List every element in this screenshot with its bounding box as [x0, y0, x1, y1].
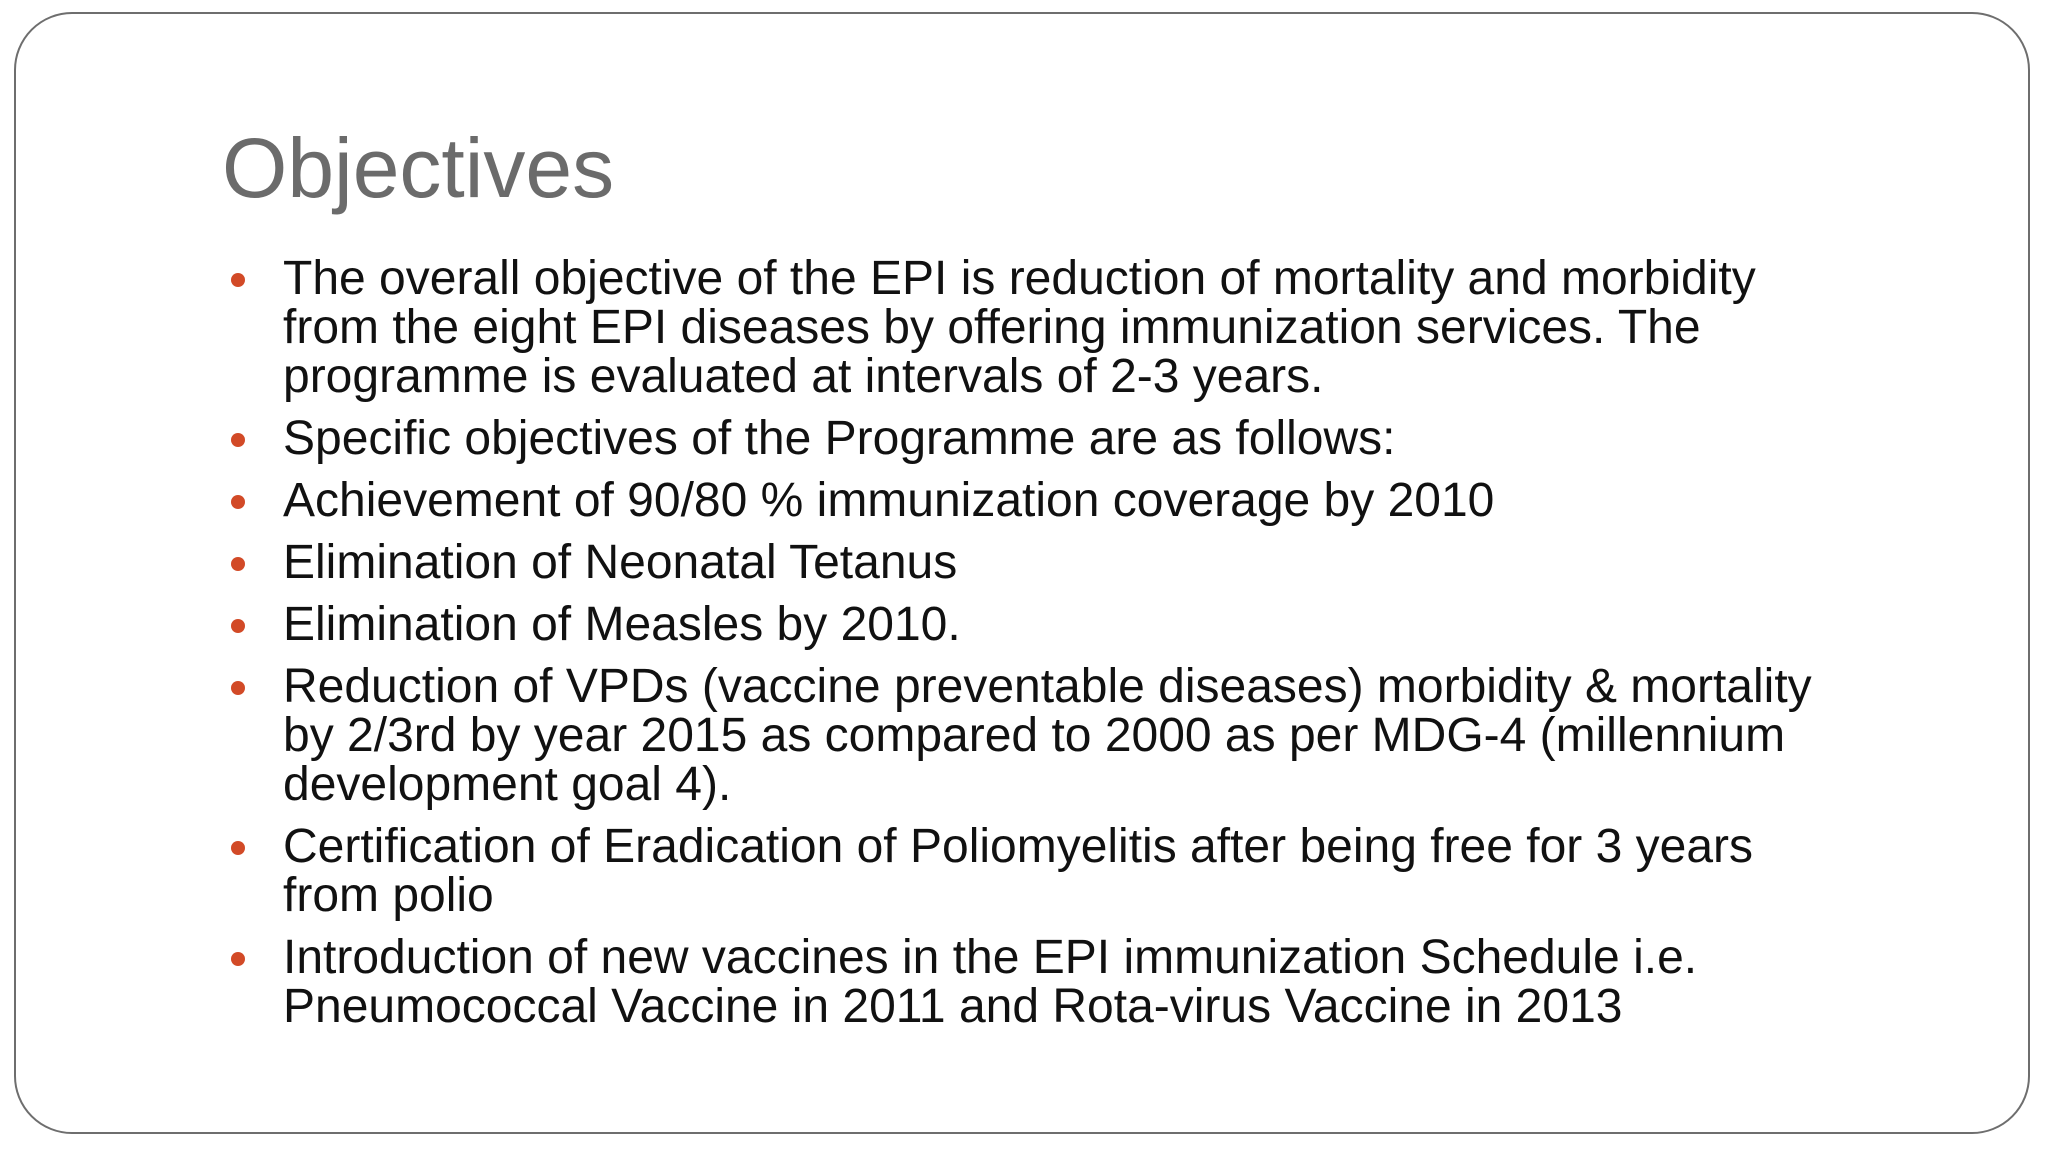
bullet-item: [226, 254, 1986, 401]
bullet-text: Specific objectives of the Programme are as follows:: [283, 412, 1396, 465]
bullet-text: Reduction of VPDs (vaccine preventable diseases) morbidity & mortality: [283, 660, 1812, 713]
bullet-item: [226, 538, 1986, 587]
bullet-text: from polio: [283, 869, 494, 922]
bullet-icon: [231, 619, 245, 633]
bullet-item: [226, 933, 1986, 1031]
slide-title: Objectives: [222, 121, 615, 215]
bullet-item: [226, 822, 1986, 920]
bullet-icon: [231, 681, 245, 695]
slide-frame: [14, 12, 2030, 1134]
bullet-text: development goal 4).: [283, 758, 732, 811]
bullet-list: [226, 254, 1986, 1044]
bullet-text: by 2/3rd by year 2015 as compared to 2000 as per MDG-4 (millennium: [283, 709, 1786, 762]
bullet-icon: [231, 952, 245, 966]
bullet-icon: [231, 273, 245, 287]
bullet-text: from the eight EPI diseases by offering immunization services. The: [283, 301, 1701, 354]
bullet-text: Elimination of Measles by 2010.: [283, 598, 961, 651]
bullet-item: [226, 414, 1986, 463]
bullet-text: programme is evaluated at intervals of 2-3 years.: [283, 350, 1324, 403]
bullet-text: Pneumococcal Vaccine in 2011 and Rota-virus Vaccine in 2013: [283, 980, 1623, 1033]
bullet-item: [226, 476, 1986, 525]
bullet-icon: [231, 433, 245, 447]
bullet-text: Achievement of 90/80 % immunization coverage by 2010: [283, 474, 1495, 527]
bullet-text: Elimination of Neonatal Tetanus: [283, 536, 958, 589]
bullet-text: Certification of Eradication of Poliomyelitis after being free for 3 years: [283, 820, 1754, 873]
bullet-text: Introduction of new vaccines in the EPI immunization Schedule i.e.: [283, 931, 1698, 984]
bullet-icon: [231, 557, 245, 571]
bullet-text: The overall objective of the EPI is reduction of mortality and morbidity: [283, 252, 1756, 305]
bullet-item: [226, 600, 1986, 649]
bullet-icon: [231, 841, 245, 855]
bullet-item: [226, 662, 1986, 809]
bullet-icon: [231, 495, 245, 509]
